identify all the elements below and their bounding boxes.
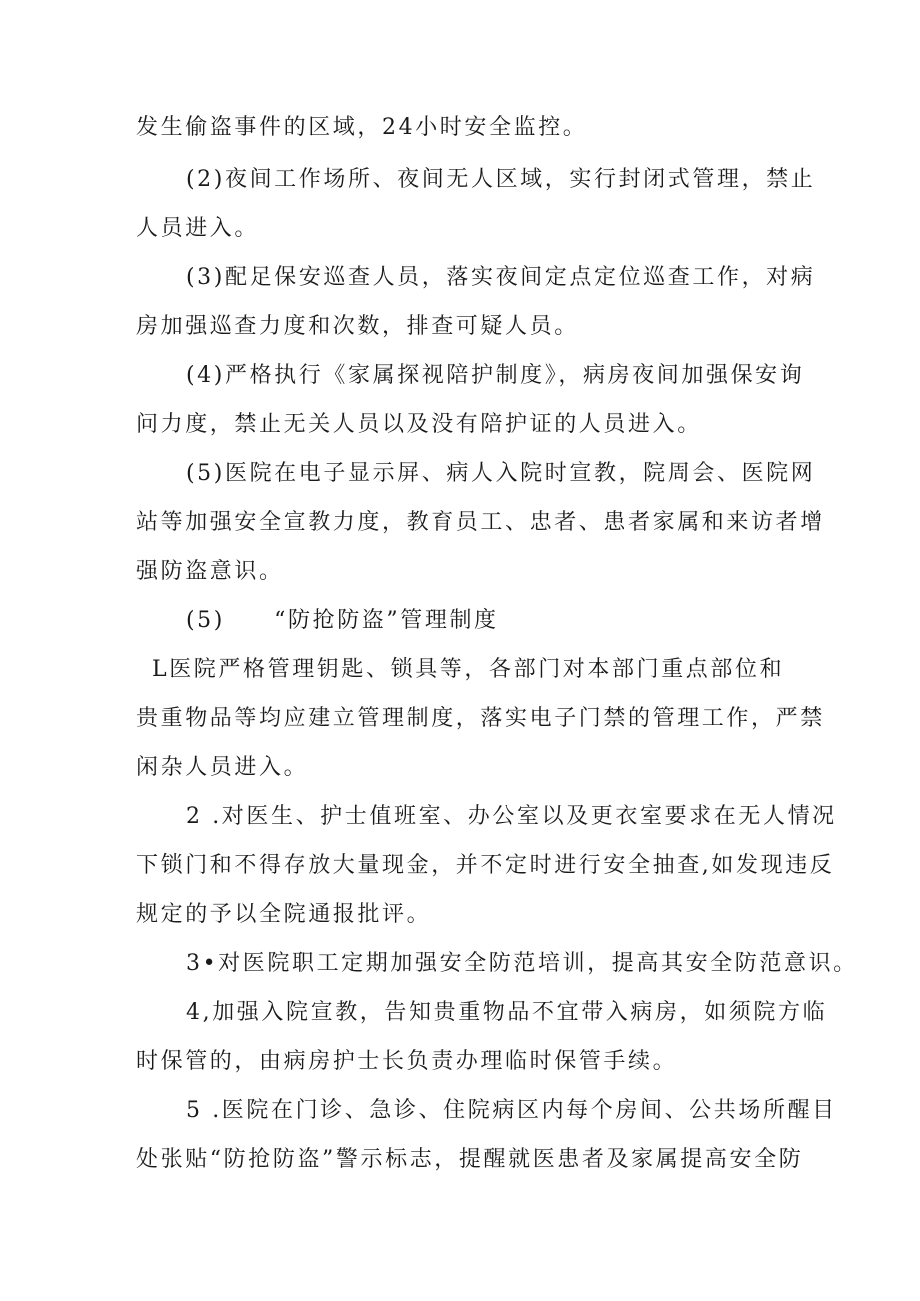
paragraph-line: 房加强巡查力度和次数，排查可疑人员。 [136,314,579,339]
paragraph-line: 站等加强安全宣教力度，教育员工、忠者、患者家属和来访者增 [136,510,825,535]
section-heading: (5) “防抢防盗”管理制度 [186,608,499,633]
paragraph-line: 4,加强入院宣教，告知贵重物品不宜带入病房，如须院方临 [186,1000,828,1025]
paragraph-line: 下锁门和不得存放大量现金，并不定时进行安全抽查,如发现违反 [136,853,835,878]
paragraph-line: 2 .对医生、护士值班室、办公室以及更衣室要求在无人情况 [186,804,837,829]
paragraph-line: L医院严格管理钥匙、锁具等，各部门对本部门重点部位和 [152,657,785,682]
paragraph-line: (3)配足保安巡查人员，落实夜间定点定位巡查工作，对病 [186,265,816,290]
paragraph-line: 时保管的，由病房护士长负责办理临时保管手续。 [136,1049,678,1074]
paragraph-line: 问力度，禁止无关人员以及没有陪护证的人员进入。 [136,412,702,437]
paragraph-line: 人员进入。 [136,216,260,241]
paragraph-line: 处张贴“防抢防盗”警示标志，提醒就医患者及家属提高安全防 [136,1147,804,1172]
paragraph-line: 闲杂人员进入。 [136,755,309,780]
paragraph-line: 发生偷盗事件的区域，24小时安全监控。 [136,115,588,140]
paragraph-line: 3•对医院职工定期加强安全防范培训，提高其安全防范意识。 [186,951,858,976]
paragraph-line: 规定的予以全院通报批评。 [136,902,432,927]
paragraph-line: (2)夜间工作场所、夜间无人区域，实行封闭式管理，禁止 [186,167,816,192]
paragraph-line: 强防盗意识。 [136,559,284,584]
paragraph-line: (5)医院在电子显示屏、病人入院时宣教，院周会、医院网 [186,461,816,486]
paragraph-line: (4)严格执行《家属探视陪护制度》，病房夜间加强保安询 [186,363,805,388]
paragraph-line: 5 .医院在门诊、急诊、住院病区内每个房间、公共场所醒目 [186,1098,837,1123]
paragraph-line: 贵重物品等均应建立管理制度，落实电子门禁的管理工作，严禁 [136,706,825,731]
